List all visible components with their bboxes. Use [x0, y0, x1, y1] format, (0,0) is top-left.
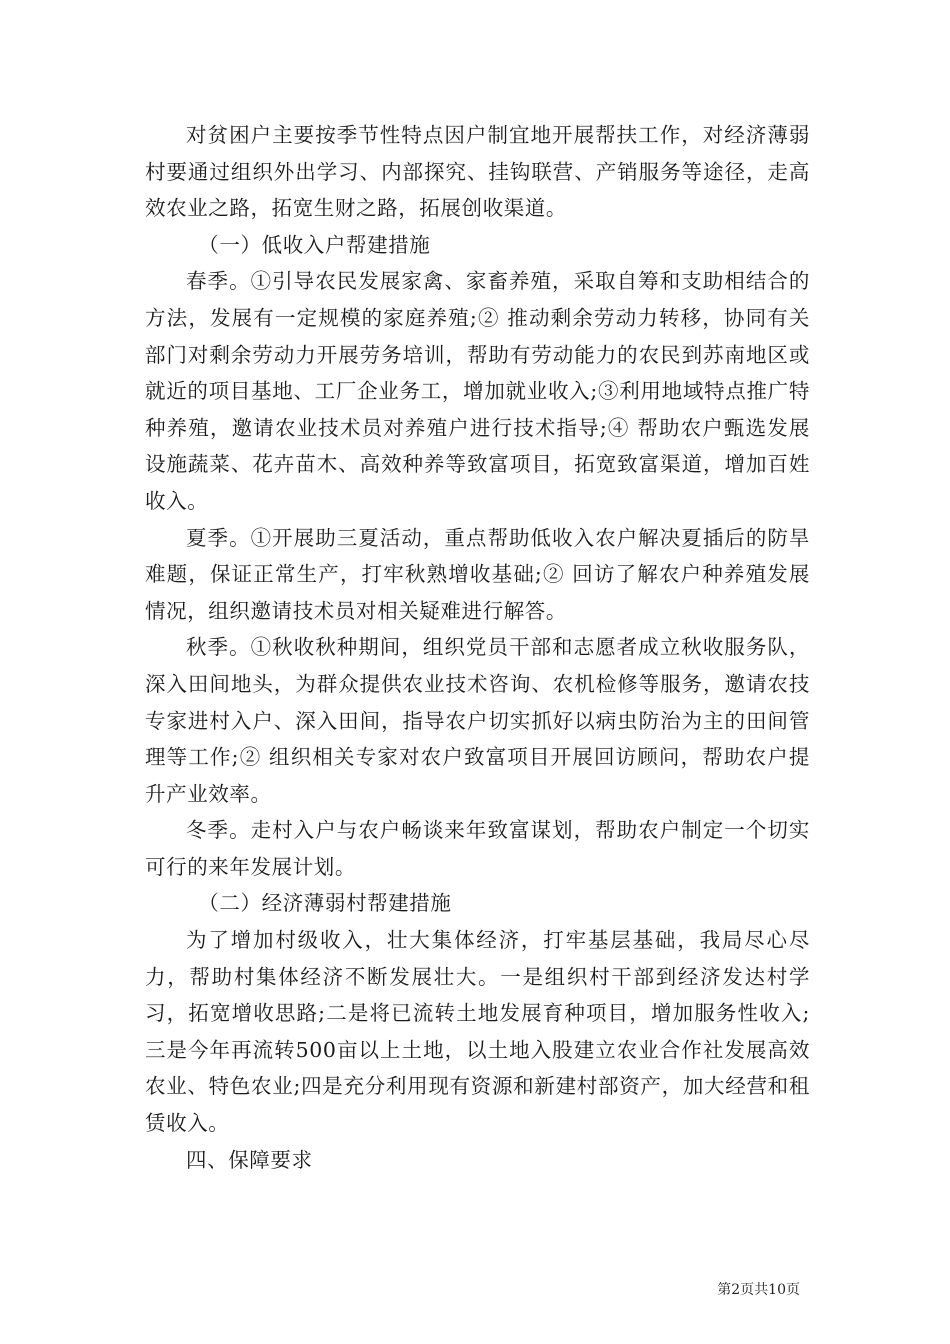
autumn-paragraph: 秋季。①秋收秋种期间，组织党员干部和志愿者成立秋收服务队，深入田间地头，为群众提供农业技术咨询、农机检修等服务，邀请农技专家进村入户、深入田间，指导农户切实抓好以病虫防治为主的田间管理等工作;② 组织相关专家对农户致富项目开展回访顾问，帮助农户提升产业效率。: [145, 635, 810, 806]
spring-paragraph: 春季。①引导农民发展家禽、家畜养殖，采取自筹和支助相结合的方法，发展有一定规模的家庭养殖;② 推动剩余劳动力转移，协同有关部门对剩余劳动力开展劳务培训，帮助有劳动能力的农民到苏南地区或就近的项目基地、工厂企业务工，增加就业收入;③利用地域特点推广特种养殖，邀请农业技术员对养殖户进行技术指导;④ 帮助农户甄选发展设施蔬菜、花卉苗木、高效种养等致富项目，拓宽致富渠道，增加百姓收入。: [145, 269, 810, 513]
summer-paragraph: 夏季。①开展助三夏活动，重点帮助低收入农户解决夏插后的防旱难题，保证正常生产，打牢秋熟增收基础;② 回访了解农户种养殖发展情况，组织邀请技术员对相关疑难进行解答。: [145, 525, 810, 623]
section-heading-guarantee: 四、保障要求: [186, 1147, 313, 1172]
winter-paragraph: 冬季。走村入户与农户畅谈来年致富谋划，帮助农户制定一个切实可行的来年发展计划。: [145, 818, 810, 879]
page-number: 第2页共10页: [717, 1282, 800, 1298]
weak-village-paragraph: 为了增加村级收入，壮大集体经济，打牢基层基础，我局尽心尽力，帮助村集体经济不断发展壮大。一是组织村干部到经济发达村学习，拓宽增收思路;二是将已流转土地发展育种项目，增加服务性收入;三是今年再流转500亩以上土地，以土地入股建立农业合作社发展高效农业、特色农业;四是充分利用现有资源和新建村部资产，加大经营和租赁收入。: [145, 928, 810, 1136]
section-heading-low-income: （一）低收入户帮建措施: [198, 232, 431, 257]
document-body: [145, 117, 810, 1178]
intro-paragraph: 对贫困户主要按季节性特点因户制宜地开展帮扶工作，对经济薄弱村要通过组织外出学习、内部探究、挂钩联营、产销服务等途径，走高效农业之路，拓宽生财之路，拓展创收渠道。: [145, 123, 810, 221]
section-heading-weak-village: （二）经济薄弱村帮建措施: [198, 891, 452, 916]
